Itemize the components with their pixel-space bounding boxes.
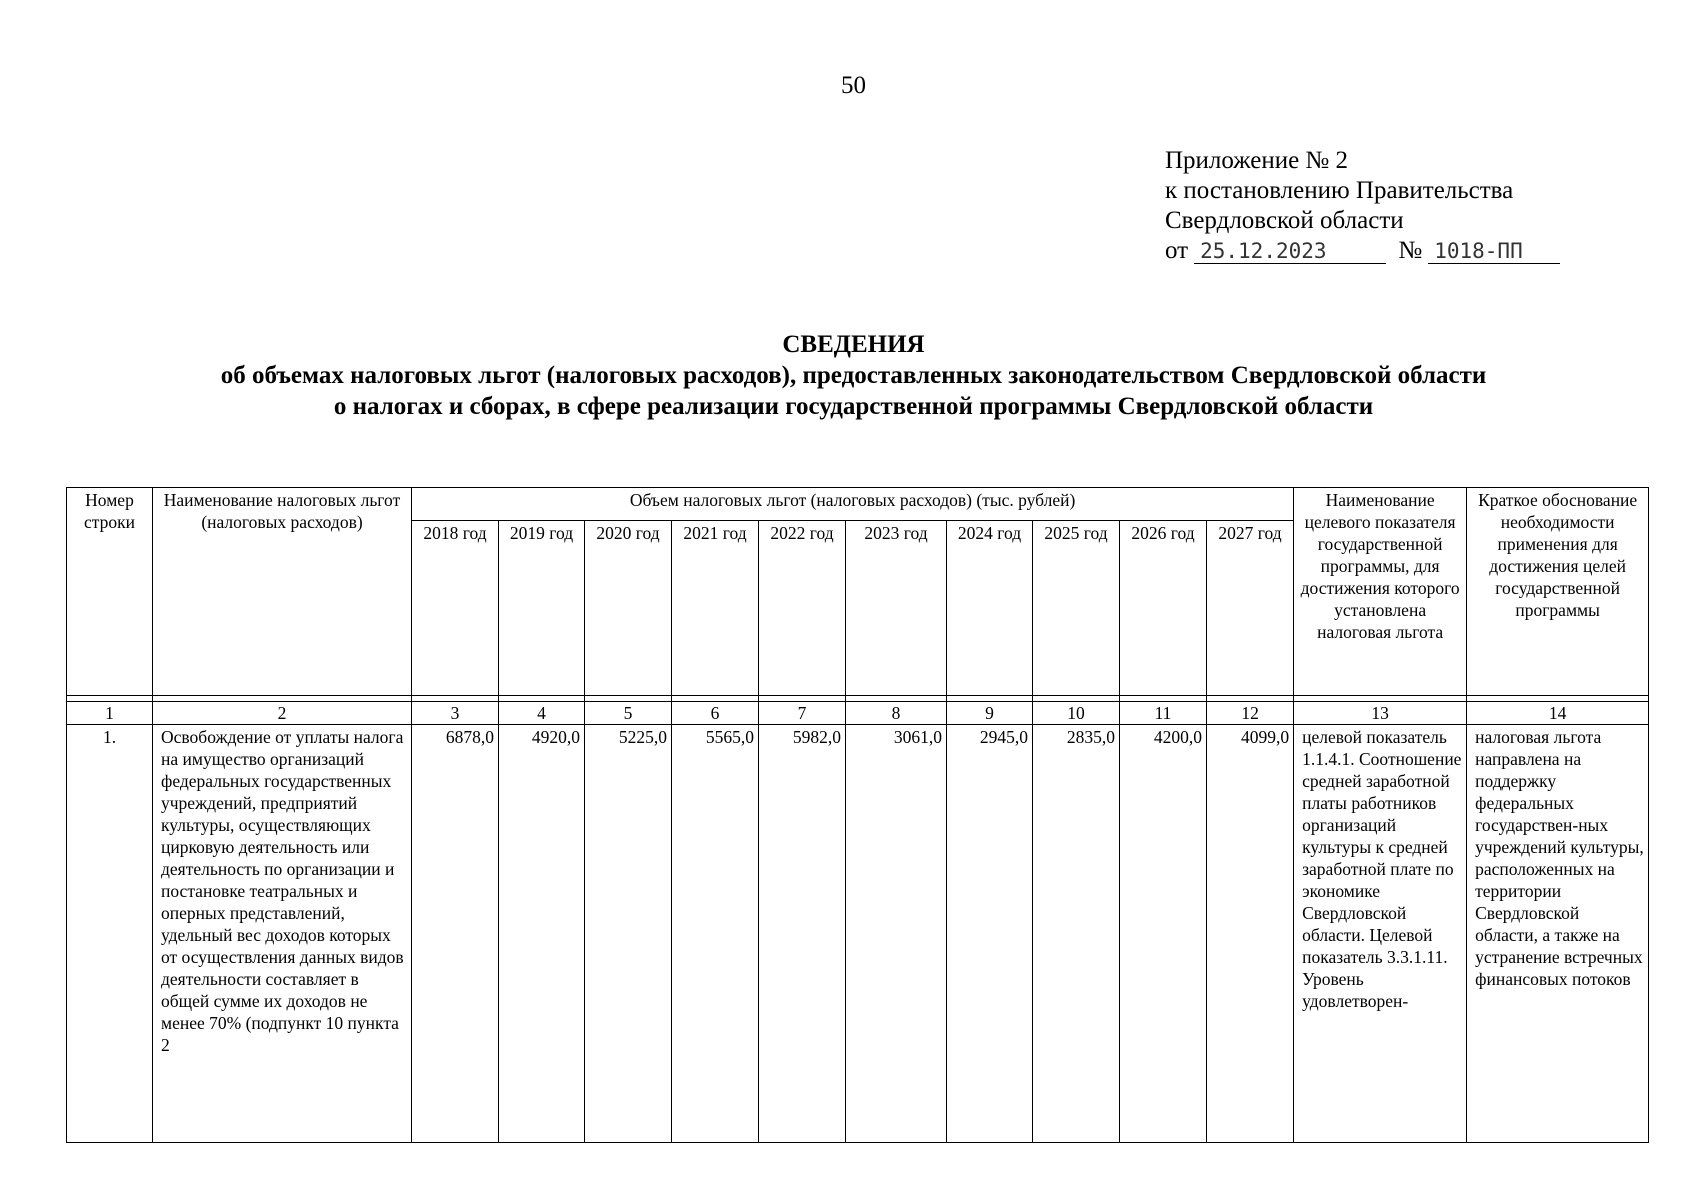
header-year: 2023 год [846, 521, 947, 696]
header-justification: Краткое обоснование необходимости применения для достижения целей государственной программы [1467, 488, 1649, 696]
title-heading: СВЕДЕНИЯ [782, 331, 925, 358]
target-indicator: целевой показатель 1.1.4.1. Соотношение средней заработной платы работников организаций культуры к средней заработной плате по экономике Свердловской области. Целевой показатель 3.3.1.11. Уровень удовлетворен- [1294, 725, 1467, 1143]
year-value: 5982,0 [759, 725, 846, 1143]
tax-benefits-table [66, 487, 1649, 1143]
header-year: 2018 год [412, 521, 499, 696]
appendix-line-2: к постановлению Правительства [1165, 177, 1514, 204]
number-label: № [1398, 237, 1423, 264]
header-row-1 [67, 488, 1649, 521]
column-numbers-row [67, 702, 1649, 725]
appendix-line-4 [1165, 236, 1560, 266]
column-number: 10 [1033, 702, 1120, 725]
page-number: 50 [841, 72, 866, 99]
year-value: 2835,0 [1033, 725, 1120, 1143]
year-value: 6878,0 [412, 725, 499, 1143]
header-year: 2024 год [947, 521, 1033, 696]
table-row [67, 725, 1649, 1143]
from-label: от [1165, 237, 1189, 264]
year-value: 4200,0 [1120, 725, 1207, 1143]
header-year: 2025 год [1033, 521, 1120, 696]
header-volume: Объем налоговых льгот (налоговых расходов) (тыс. рублей) [412, 488, 1294, 521]
header-year: 2021 год [672, 521, 759, 696]
appendix-line-1: Приложение № 2 [1165, 147, 1349, 174]
column-number: 7 [759, 702, 846, 725]
column-number: 14 [1467, 702, 1649, 725]
column-number: 2 [153, 702, 412, 725]
decree-number: 1018-ПП [1428, 239, 1560, 264]
column-number: 3 [412, 702, 499, 725]
document-title [0, 329, 1707, 422]
header-year: 2022 год [759, 521, 846, 696]
header-name: Наименование налоговых льгот (налоговых расходов) [153, 488, 412, 696]
header-target: Наименование целевого показателя государственной программы, для достижения которого установлена налоговая льгота [1294, 488, 1467, 696]
column-number: 8 [846, 702, 947, 725]
column-number: 12 [1207, 702, 1294, 725]
row-number: 1. [67, 725, 153, 1143]
column-number: 13 [1294, 702, 1467, 725]
column-number: 11 [1120, 702, 1207, 725]
title-line-2: о налогах и сборах, в сфере реализации государственной программы Свердловской области [333, 393, 1374, 420]
justification: налоговая льгота направлена на поддержку федеральных государствен-ных учреждений культуры, расположенных на территории Свердловской области, а также на устранение встречных финансовых потоков [1467, 725, 1649, 1143]
header-year: 2019 год [499, 521, 585, 696]
appendix-line-3: Свердловской области [1165, 207, 1404, 234]
decree-date: 25.12.2023 [1194, 239, 1386, 264]
year-value: 5565,0 [672, 725, 759, 1143]
benefit-name: Освобождение от уплаты налога на имущество организаций федеральных государственных учреждений, предприятий культуры, осуществляющих цирковую деятельность или деятельность по организации и постановке театральных и оперных представлений, удельный вес доходов которых от осуществления данных видов деятельности составляет в общей сумме их доходов не менее 70% (подпункт 10 пункта 2 [153, 725, 412, 1143]
appendix-block [1165, 146, 1560, 266]
column-number: 5 [585, 702, 672, 725]
column-number: 6 [672, 702, 759, 725]
column-number: 1 [67, 702, 153, 725]
title-line-1: об объемах налоговых льгот (налоговых расходов), предоставленных законодательством Свердловской области [220, 362, 1487, 389]
header-year: 2027 год [1207, 521, 1294, 696]
year-value: 4920,0 [499, 725, 585, 1143]
year-value: 5225,0 [585, 725, 672, 1143]
header-year: 2020 год [585, 521, 672, 696]
header-year: 2026 год [1120, 521, 1207, 696]
column-number: 4 [499, 702, 585, 725]
column-number: 9 [947, 702, 1033, 725]
year-value: 2945,0 [947, 725, 1033, 1143]
year-value: 3061,0 [846, 725, 947, 1143]
year-value: 4099,0 [1207, 725, 1294, 1143]
header-row-number: Номер строки [67, 488, 153, 696]
